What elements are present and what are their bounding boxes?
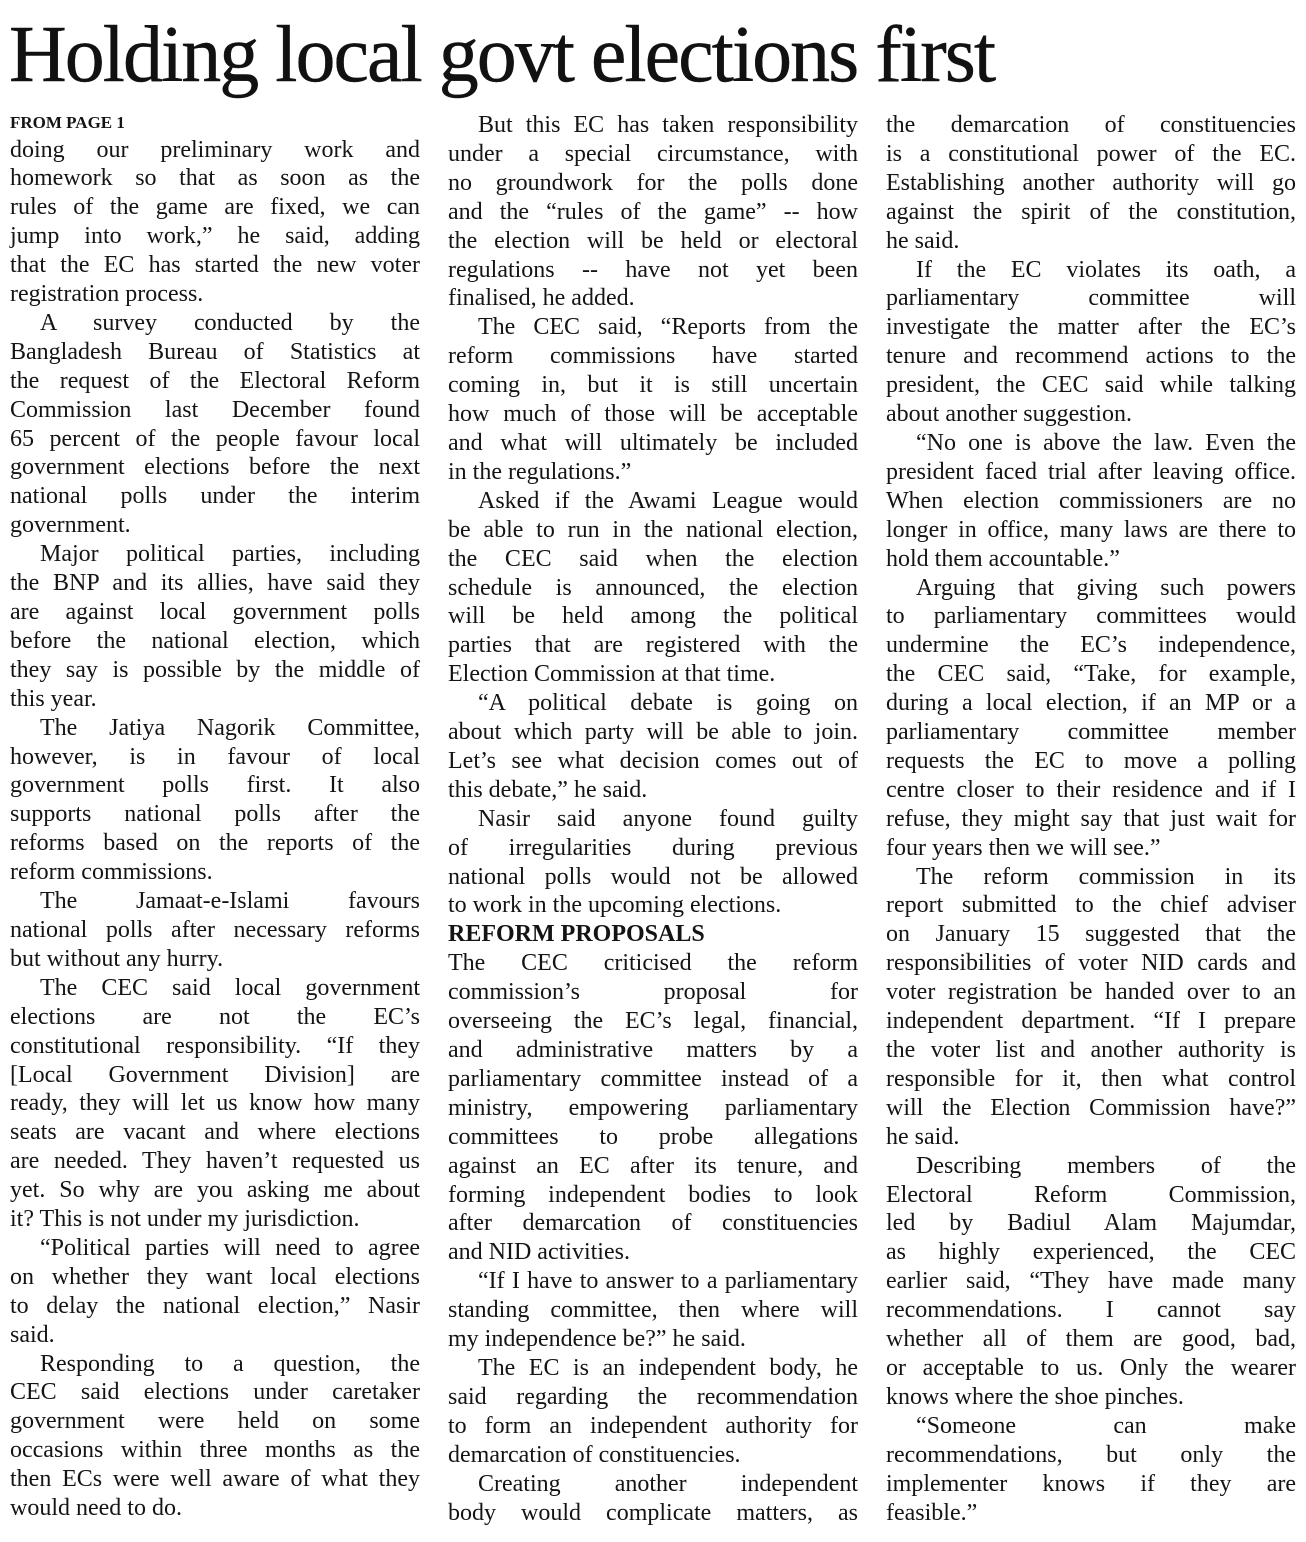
text-line: Responding to a question, the bbox=[40, 1350, 420, 1377]
text-line: occasions within three months as the bbox=[10, 1437, 420, 1464]
text-line: president, the CEC said while talking bbox=[886, 372, 1296, 399]
text-line: But this EC has taken responsibility bbox=[478, 112, 858, 138]
text-line: reform commissions. bbox=[10, 859, 213, 886]
text-line: seats are vacant and where elections bbox=[10, 1119, 420, 1146]
text-line: to form an independent authority for bbox=[448, 1412, 858, 1439]
text-line: Creating another independent bbox=[478, 1470, 858, 1497]
text-line: hold them accountable.” bbox=[886, 545, 1120, 572]
text-line: Asked if the Awami League would bbox=[478, 487, 858, 514]
text-line: recommendations. I cannot say bbox=[886, 1297, 1296, 1324]
paragraph bbox=[448, 111, 858, 313]
text-line: The reform commission in its bbox=[916, 863, 1296, 890]
text-line: of irregularities during previous bbox=[448, 834, 858, 861]
text-line: ready, they will let us know how many bbox=[10, 1090, 420, 1117]
text-line: this debate,” he said. bbox=[448, 776, 648, 803]
text-line: coming in, but it is still uncertain bbox=[448, 372, 858, 399]
text-line: the BNP and its allies, have said they bbox=[10, 570, 420, 597]
text-line: forming independent bodies to look bbox=[448, 1181, 858, 1208]
text-line: “No one is above the law. Even the bbox=[916, 429, 1296, 456]
text-line: in the regulations.” bbox=[448, 458, 632, 485]
text-line: “If I have to answer to a parliamentary bbox=[478, 1268, 858, 1295]
text-line: government. bbox=[10, 512, 131, 539]
text-line: homework so that as soon as the bbox=[10, 165, 420, 192]
text-line: national polls would not be allowed bbox=[448, 863, 858, 890]
paragraph bbox=[448, 1267, 858, 1354]
text-line: before the national election, which bbox=[10, 627, 420, 654]
paragraph bbox=[448, 487, 858, 689]
paragraph bbox=[886, 1412, 1296, 1528]
text-line: they say is possible by the middle of bbox=[10, 656, 420, 683]
text-line: to parliamentary committees would bbox=[886, 603, 1296, 630]
text-line: schedule is announced, the election bbox=[448, 574, 858, 601]
text-line: and administrative matters by a bbox=[448, 1037, 858, 1063]
text-line: would need to do. bbox=[10, 1495, 182, 1522]
text-line: undermine the EC’s independence, bbox=[886, 632, 1296, 659]
paragraph bbox=[886, 256, 1296, 429]
text-line: national polls under the interim bbox=[10, 483, 420, 510]
text-line: The CEC said, “Reports from the bbox=[478, 314, 858, 341]
text-line: feasible.” bbox=[886, 1499, 978, 1526]
text-line: centre closer to their residence and if I bbox=[886, 776, 1296, 803]
text-line: reform commissions have started bbox=[448, 343, 858, 370]
text-line: said. bbox=[10, 1321, 55, 1348]
text-line: will be held among the political bbox=[448, 603, 858, 630]
text-line: supports national polls after the bbox=[10, 801, 420, 828]
text-line: it? This is not under my jurisdiction. bbox=[10, 1206, 360, 1233]
text-line: finalised, he added. bbox=[448, 285, 635, 312]
text-line: responsible for it, then what control bbox=[886, 1065, 1296, 1092]
text-line: after demarcation of constituencies bbox=[448, 1210, 858, 1237]
text-line: committees to probe allegations bbox=[448, 1123, 858, 1150]
text-line: The EC is an independent body, he bbox=[478, 1354, 858, 1381]
text-line: and the “rules of the game” -- how bbox=[448, 198, 858, 225]
text-line: Nasir said anyone found guilty bbox=[478, 805, 858, 832]
text-line: The CEC criticised the reform bbox=[448, 950, 858, 977]
text-line: Establishing another authority will go bbox=[886, 169, 1296, 196]
text-line: the CEC said when the election bbox=[448, 545, 858, 572]
paragraph bbox=[448, 1354, 858, 1470]
text-line: as highly experienced, the CEC bbox=[886, 1239, 1296, 1266]
text-line: If the EC violates its oath, a bbox=[916, 256, 1296, 283]
text-line: the voter list and another authority is bbox=[886, 1037, 1296, 1063]
paragraph bbox=[10, 1234, 420, 1350]
text-line: A survey conducted by the bbox=[40, 309, 420, 336]
text-line: about another suggestion. bbox=[886, 401, 1132, 428]
text-line: CEC said elections under caretaker bbox=[10, 1379, 420, 1406]
paragraph bbox=[886, 863, 1296, 1152]
paragraph bbox=[10, 1350, 420, 1523]
text-line: the CEC said, “Take, for example, bbox=[886, 661, 1296, 688]
text-line: “Someone can make bbox=[916, 1412, 1296, 1439]
article-column-2 bbox=[448, 111, 858, 1527]
text-line: investigate the matter after the EC’s bbox=[886, 314, 1296, 341]
text-line: “Political parties will need to agree bbox=[40, 1234, 420, 1261]
text-line: or acceptable to us. Only the wearer bbox=[886, 1354, 1296, 1381]
text-line: Election Commission at that time. bbox=[448, 661, 776, 688]
continued-paragraph bbox=[10, 136, 420, 309]
text-line: reforms based on the reports of the bbox=[10, 830, 420, 857]
section-subheading: REFORM PROPOSALS bbox=[448, 921, 705, 948]
text-line: 65 percent of the people favour local bbox=[10, 425, 420, 452]
text-line: whether all of them are good, bad, bbox=[886, 1326, 1296, 1353]
continued-paragraph bbox=[886, 111, 1296, 256]
text-line: Arguing that giving such powers bbox=[916, 574, 1296, 601]
text-line: no groundwork for the polls done bbox=[448, 169, 858, 196]
text-line: ministry, empowering parliamentary bbox=[448, 1094, 858, 1121]
text-line: overseeing the EC’s legal, financial, bbox=[448, 1008, 858, 1035]
text-line: then ECs were well aware of what they bbox=[10, 1466, 420, 1493]
text-line: to work in the upcoming elections. bbox=[448, 892, 782, 919]
text-line: The Jamaat-e-Islami favours bbox=[40, 888, 420, 915]
text-line: independent department. “If I prepare bbox=[886, 1008, 1296, 1035]
text-line: national polls after necessary reforms bbox=[10, 916, 420, 943]
paragraph bbox=[448, 805, 858, 921]
text-line: how much of those will be acceptable bbox=[448, 401, 858, 428]
text-line: elections are not the EC’s bbox=[10, 1003, 420, 1030]
paragraph bbox=[448, 689, 858, 805]
text-line: constitutional responsibility. “If they bbox=[10, 1032, 420, 1059]
paragraph bbox=[10, 887, 420, 974]
text-line: on whether they want local elections bbox=[10, 1263, 420, 1290]
text-line: recommendations, but only the bbox=[886, 1441, 1296, 1468]
text-line: president faced trial after leaving office. bbox=[886, 458, 1296, 485]
paragraph bbox=[10, 714, 420, 887]
text-line: Major political parties, including bbox=[40, 541, 420, 568]
text-line: against an EC after its tenure, and bbox=[448, 1152, 858, 1179]
paragraph bbox=[10, 540, 420, 713]
article-column-3 bbox=[886, 111, 1296, 1527]
text-line: [Local Government Division] are bbox=[10, 1061, 420, 1088]
text-line: to delay the national election,” Nasir bbox=[10, 1292, 420, 1319]
text-line: parliamentary committee instead of a bbox=[448, 1065, 858, 1092]
paragraph bbox=[10, 309, 420, 540]
text-line: however, is in favour of local bbox=[10, 743, 420, 770]
article-column-1 bbox=[10, 111, 420, 1523]
text-line: Let’s see what decision comes out of bbox=[448, 747, 858, 774]
text-line: is a constitutional power of the EC. bbox=[886, 140, 1296, 167]
text-line: standing committee, then where will bbox=[448, 1297, 858, 1324]
text-line: doing our preliminary work and bbox=[10, 136, 420, 163]
text-line: that the EC has started the new voter bbox=[10, 252, 420, 279]
text-line: When election commissioners are no bbox=[886, 487, 1296, 514]
text-line: he said. bbox=[886, 1123, 960, 1150]
text-line: Electoral Reform Commission, bbox=[886, 1181, 1296, 1208]
text-line: about which party will be able to join. bbox=[448, 719, 858, 746]
text-line: knows where the shoe pinches. bbox=[886, 1383, 1184, 1410]
text-line: this year. bbox=[10, 685, 97, 712]
text-line: parliamentary committee will bbox=[886, 285, 1296, 312]
text-line: and what will ultimately be included bbox=[448, 429, 858, 456]
text-line: parliamentary committee member bbox=[886, 719, 1296, 746]
text-line: on January 15 suggested that the bbox=[886, 921, 1296, 948]
text-line: registration process. bbox=[10, 281, 204, 308]
text-line: refuse, they might say that just wait for bbox=[886, 805, 1296, 832]
paragraph bbox=[448, 313, 858, 486]
text-line: the election will be held or electoral bbox=[448, 227, 858, 254]
text-line: the request of the Electoral Reform bbox=[10, 367, 420, 394]
text-line: my independence be?” he said. bbox=[448, 1326, 746, 1353]
text-line: government polls first. It also bbox=[10, 772, 420, 799]
jump-line-kicker: FROM PAGE 1 bbox=[10, 113, 125, 132]
paragraph bbox=[448, 1470, 858, 1528]
text-line: against the spirit of the constitution, bbox=[886, 198, 1296, 225]
text-line: Commission last December found bbox=[10, 396, 420, 423]
text-line: rules of the game are fixed, we can bbox=[10, 194, 420, 221]
text-line: said regarding the recommendation bbox=[448, 1383, 858, 1410]
text-line: demarcation of constituencies. bbox=[448, 1441, 741, 1468]
text-line: tenure and recommend actions to the bbox=[886, 343, 1296, 370]
text-line: will the Election Commission have?” bbox=[886, 1094, 1296, 1121]
paragraph bbox=[448, 949, 858, 1267]
headline: Holding local govt elections first bbox=[9, 11, 995, 99]
text-line: The CEC said local government bbox=[40, 974, 420, 1001]
text-line: yet. So why are you asking me about bbox=[10, 1177, 420, 1204]
text-line: regulations -- have not yet been bbox=[448, 256, 858, 283]
paragraph bbox=[10, 974, 420, 1234]
text-line: responsibilities of voter NID cards and bbox=[886, 950, 1296, 977]
text-line: are needed. They haven’t requested us bbox=[10, 1148, 420, 1175]
text-line: report submitted to the chief adviser bbox=[886, 892, 1296, 919]
paragraph bbox=[886, 1152, 1296, 1412]
text-line: be able to run in the national election, bbox=[448, 516, 858, 543]
text-line: Bangladesh Bureau of Statistics at bbox=[10, 338, 420, 365]
text-line: implementer knows if they are bbox=[886, 1470, 1296, 1497]
text-line: “A political debate is going on bbox=[478, 690, 858, 717]
text-line: requests the EC to move a polling bbox=[886, 747, 1296, 774]
text-line: jump into work,” he said, adding bbox=[10, 223, 420, 250]
text-line: and NID activities. bbox=[448, 1239, 630, 1266]
text-line: four years then we will see.” bbox=[886, 834, 1161, 861]
text-line: led by Badiul Alam Majumdar, bbox=[886, 1210, 1296, 1237]
text-line: voter registration be handed over to an bbox=[886, 979, 1296, 1006]
text-line: under a special circumstance, with bbox=[448, 140, 858, 167]
text-line: government elections before the next bbox=[10, 454, 420, 481]
text-line: body would complicate matters, as bbox=[448, 1499, 858, 1526]
text-line: he said. bbox=[886, 227, 960, 254]
paragraph bbox=[886, 429, 1296, 574]
text-line: The Jatiya Nagorik Committee, bbox=[40, 714, 420, 741]
text-line: but without any hurry. bbox=[10, 945, 224, 972]
text-line: during a local election, if an MP or a bbox=[886, 690, 1296, 717]
text-line: are against local government polls bbox=[10, 599, 420, 625]
text-line: commission’s proposal for bbox=[448, 979, 858, 1006]
text-line: government were held on some bbox=[10, 1408, 420, 1435]
text-line: parties that are registered with the bbox=[448, 632, 858, 659]
text-line: Describing members of the bbox=[916, 1152, 1296, 1179]
text-line: longer in office, many laws are there to bbox=[886, 516, 1296, 543]
paragraph bbox=[886, 574, 1296, 863]
text-line: the demarcation of constituencies bbox=[886, 112, 1296, 138]
text-line: earlier said, “They have made many bbox=[886, 1268, 1296, 1295]
